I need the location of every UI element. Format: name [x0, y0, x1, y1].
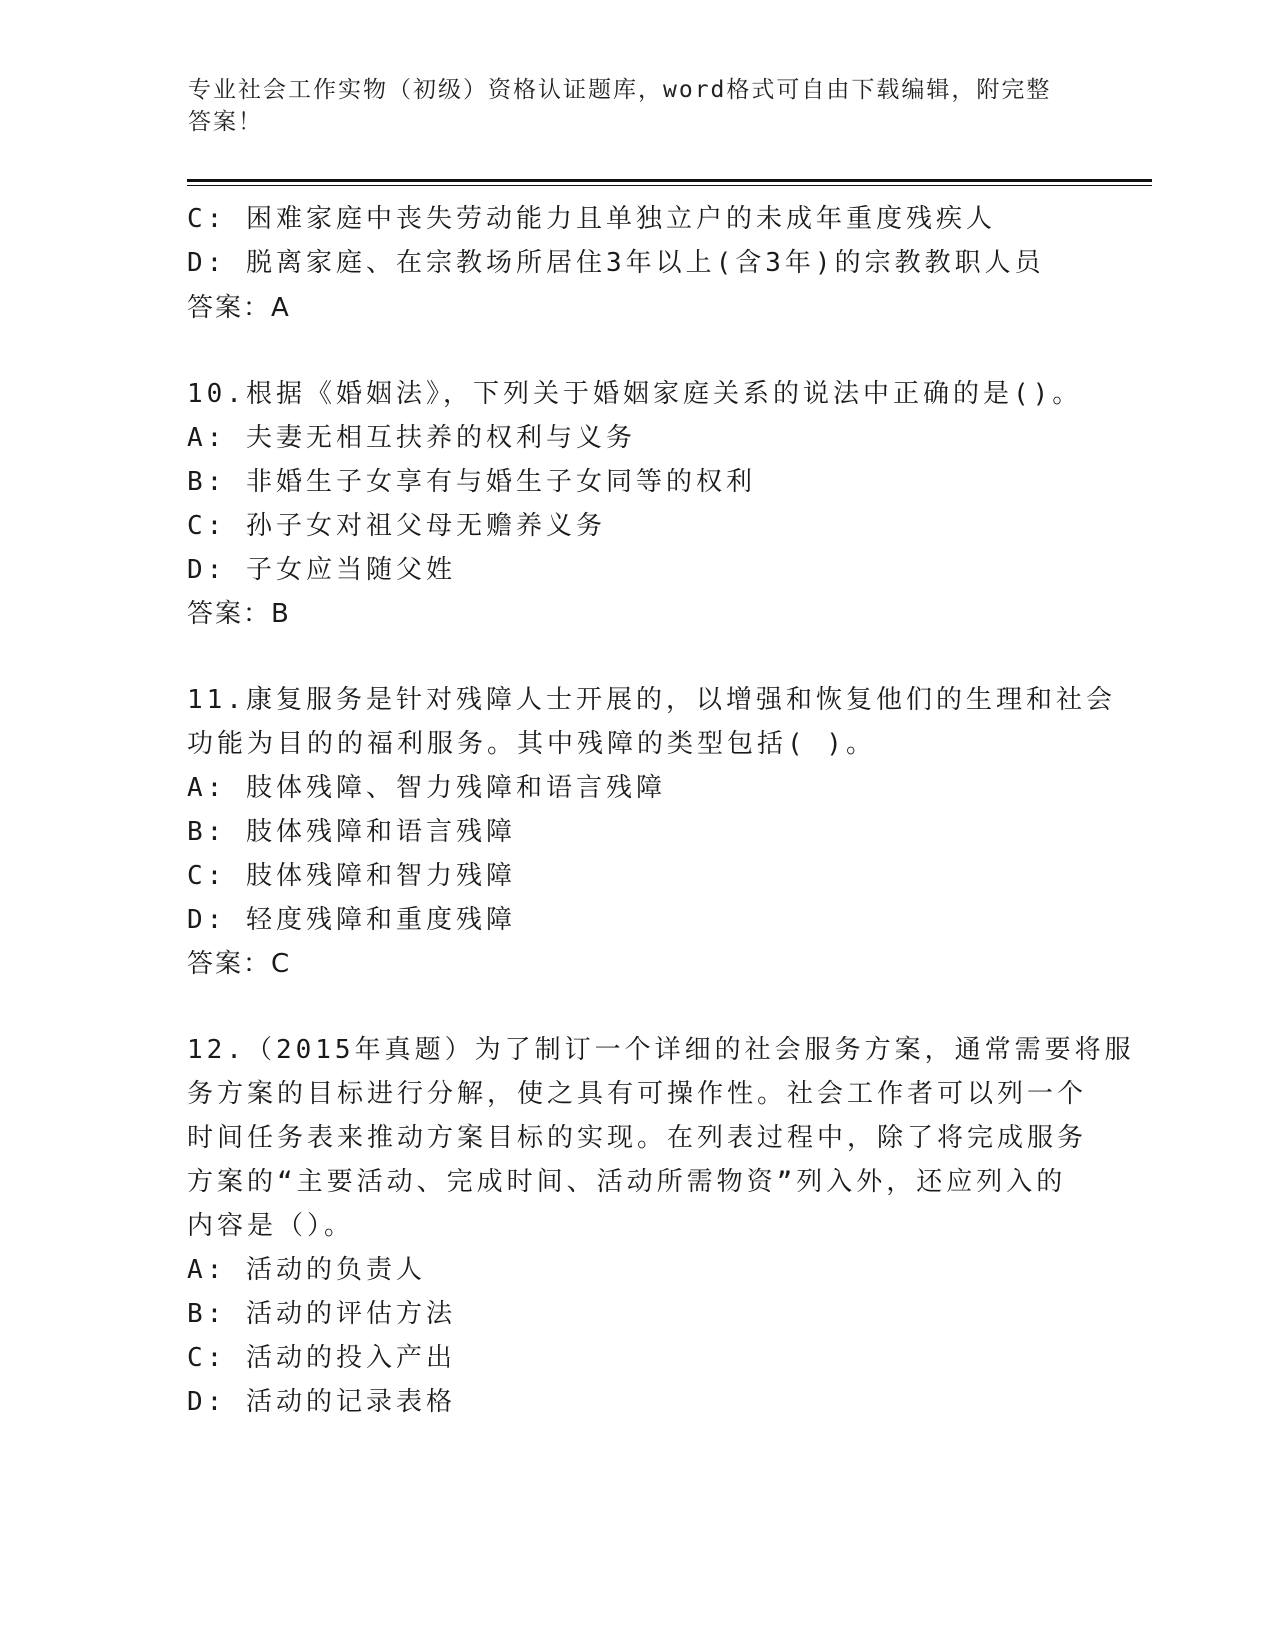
q11-option-c: C: 肢体残障和智力残障: [187, 861, 516, 891]
q12-stem-line3: 时间任务表来推动方案目标的实现。在列表过程中，除了将完成服务: [187, 1123, 1088, 1153]
header-rule-thick: [187, 179, 1152, 182]
q10-option-b: B: 非婚生子女享有与婚生子女同等的权利: [187, 467, 756, 497]
q10-option-d: D: 子女应当随父姓: [187, 555, 456, 585]
q10-answer: 答案：B: [187, 599, 291, 629]
q12-stem-line2: 务方案的目标进行分解，使之具有可操作性。社会工作者可以列一个: [187, 1079, 1088, 1109]
prev-option-d: D: 脱离家庭、在宗教场所居住3年以上(含3年)的宗教教职人员: [187, 248, 1045, 278]
q12-option-a: A: 活动的负责人: [187, 1255, 426, 1285]
prev-option-c: C: 困难家庭中丧失劳动能力且单独立户的未成年重度残疾人: [187, 204, 996, 234]
q12-stem-line1: 12.（2015年真题）为了制订一个详细的社会服务方案，通常需要将服: [187, 1035, 1135, 1065]
prev-answer: 答案：A: [187, 293, 291, 323]
q10-option-c: C: 孙子女对祖父母无赡养义务: [187, 511, 606, 541]
q11-stem-line1: 11.康复服务是针对残障人士开展的，以增强和恢复他们的生理和社会: [187, 685, 1116, 715]
q10-option-a: A: 夫妻无相互扶养的权利与义务: [187, 423, 636, 453]
q11-option-d: D: 轻度残障和重度残障: [187, 905, 516, 935]
document-header: 专业社会工作实物（初级）资格认证题库，word格式可自由下载编辑，附完整答案！: [188, 77, 1052, 135]
q11-stem-line2: 功能为目的的福利服务。其中残障的类型包括( )。: [187, 729, 876, 759]
q12-option-c: C: 活动的投入产出: [187, 1343, 456, 1373]
q12-option-b: B: 活动的评估方法: [187, 1299, 456, 1329]
q11-answer: 答案：C: [187, 949, 292, 979]
q12-stem-line5: 内容是（）。: [187, 1211, 355, 1241]
q10-stem: 10.根据《婚姻法》，下列关于婚姻家庭关系的说法中正确的是()。: [187, 379, 1083, 409]
q12-stem-line4: 方案的“主要活动、完成时间、活动所需物资”列入外，还应列入的: [187, 1167, 1067, 1197]
q12-option-d: D: 活动的记录表格: [187, 1387, 456, 1417]
q11-option-a: A: 肢体残障、智力残障和语言残障: [187, 773, 666, 803]
q11-option-b: B: 肢体残障和语言残障: [187, 817, 516, 847]
header-rule-thin: [187, 185, 1152, 186]
